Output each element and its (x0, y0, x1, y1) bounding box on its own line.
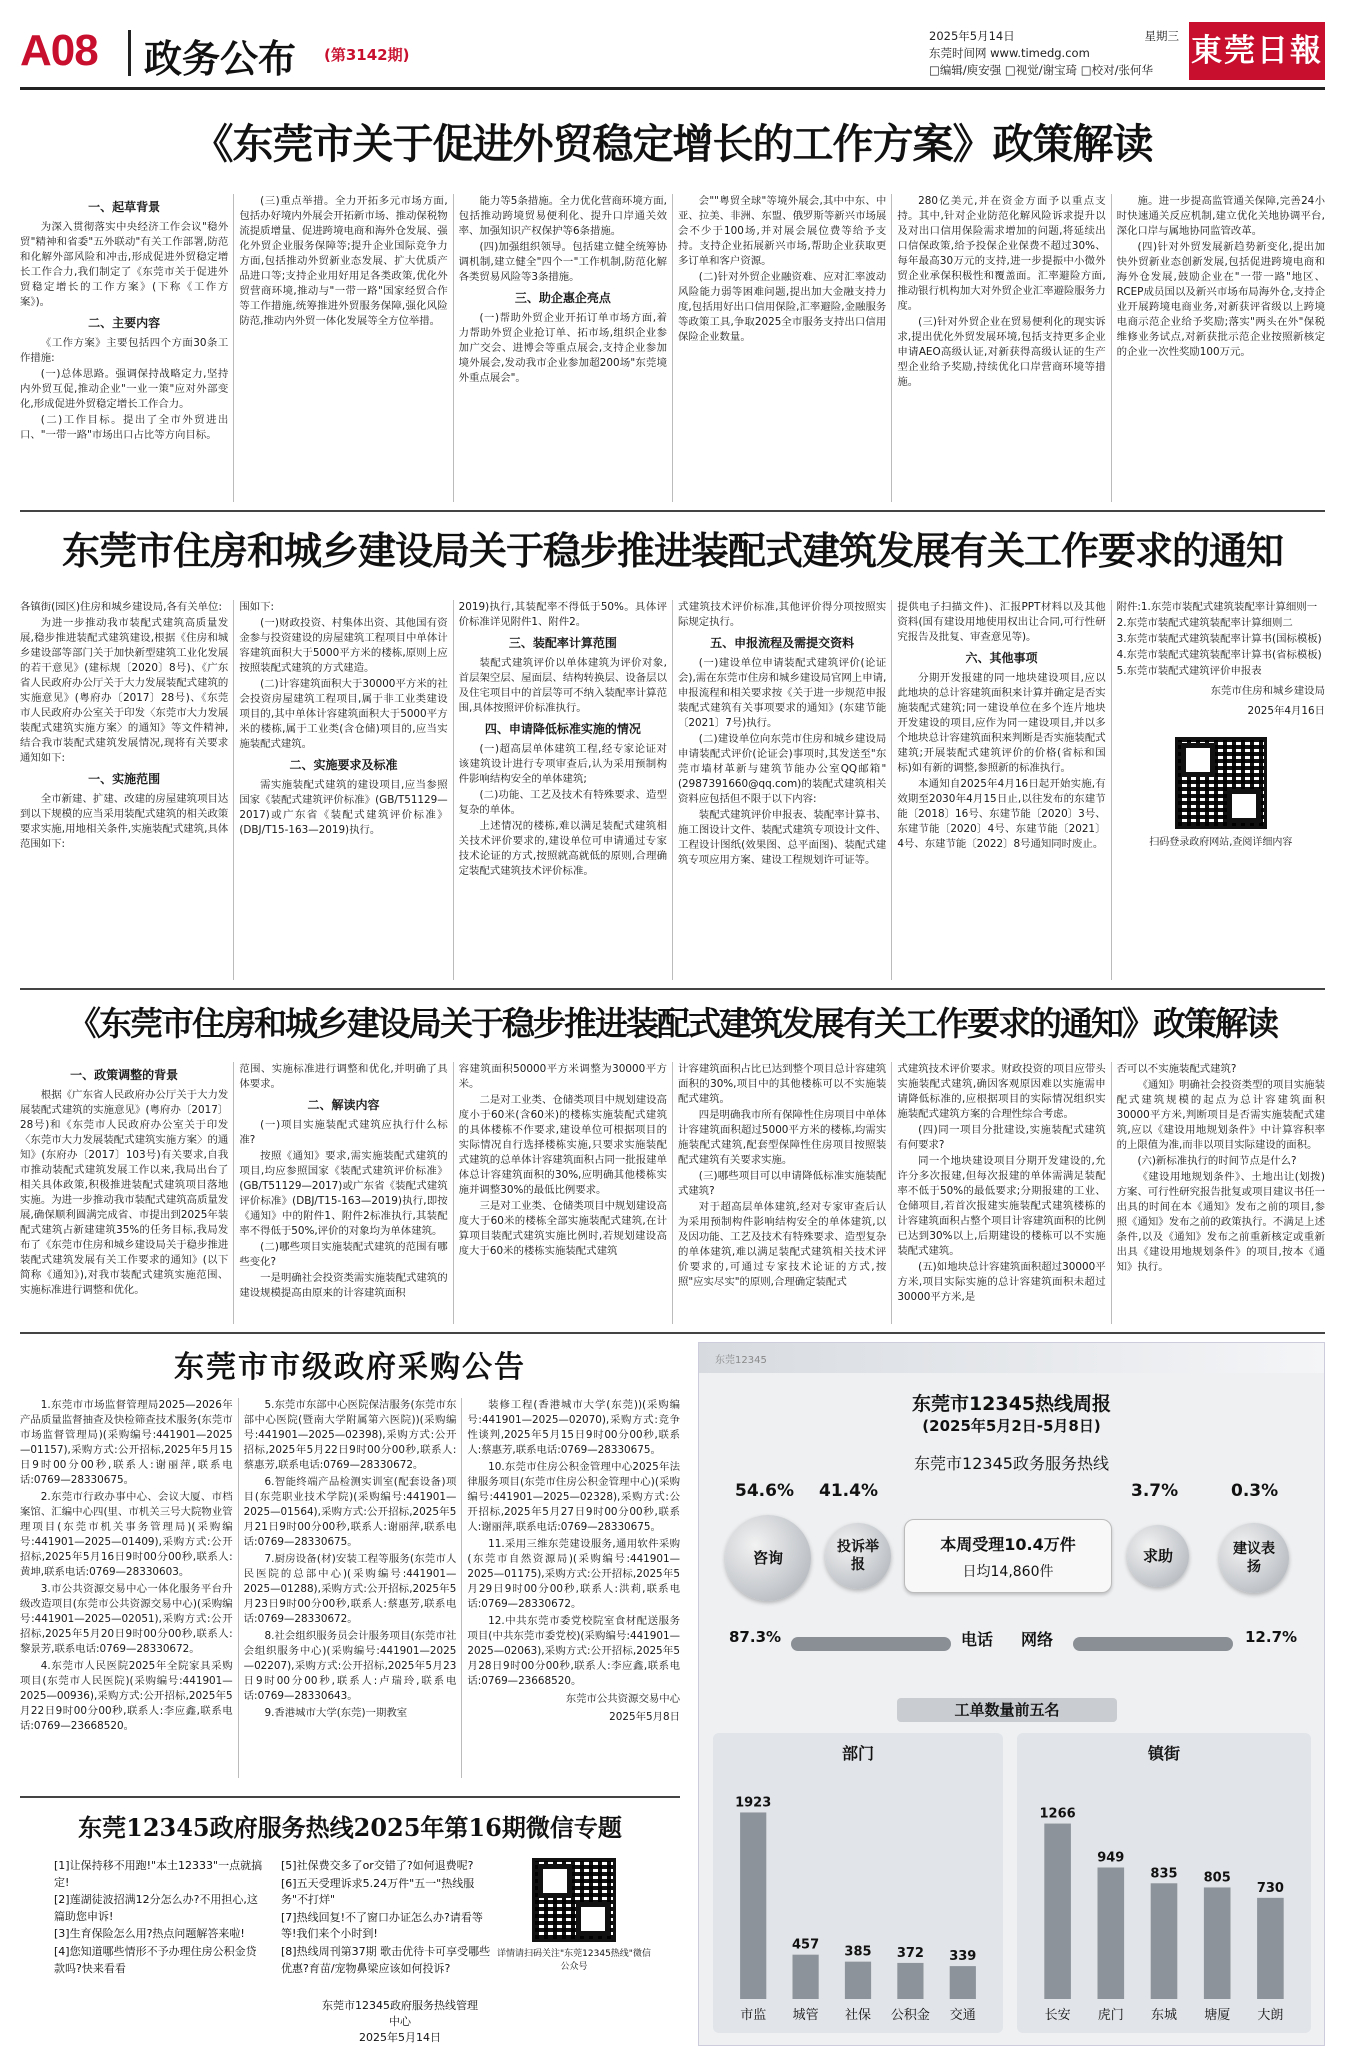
procurement-item: 3.市公共资源交易中心一体化服务平台升级改造项目(东莞市公共资源交易中心)(采购编号:441901—2025—02051),采购方式:公开招标,2025年5月20日9时00分00秒,联系人:黎景芳,联系电话:0769—28330672。 (20, 1583, 233, 1655)
masthead-info (929, 28, 1179, 79)
section-heading: 一、起草背景 (88, 200, 161, 214)
hotline-banner (699, 1343, 1324, 1373)
bar-2 (1098, 1867, 1125, 1999)
department-chart-title: 部门 (841, 1744, 874, 1763)
bar-value-label: 835 (1150, 1866, 1178, 1882)
procurement-column (238, 1398, 462, 1778)
paragraph: 围如下: (239, 601, 275, 613)
procurement-column (20, 1398, 238, 1778)
paragraph: 否可以不实施装配式建筑? (1116, 1063, 1237, 1075)
signature-line: 东莞市住房和城乡建设局 (1210, 685, 1325, 697)
suggest-percentage: 0.3% (1231, 1481, 1279, 1501)
text-column (1111, 1062, 1325, 1324)
newspaper-logo: 東莞日報 (1189, 22, 1325, 80)
bar-category-label: 市监 (740, 2008, 767, 2023)
wechat-qr-block (494, 1854, 654, 1974)
paragraph: (四)同一项目分批建设,实施装配式建筑有何要求? (897, 1124, 1106, 1151)
hotline-date-range: (2025年5月2日-5月8日) (922, 1417, 1101, 1435)
bar-category-label: 长安 (1044, 2008, 1071, 2023)
paragraph: 装配式建筑评价以单体建筑为评价对象,首层架空层、屋面层、结构转换层、设备层以及住宅项目中的首层等可不纳入装配率计算范围,具体按照评价标准执行。 (458, 657, 667, 714)
paragraph: 需实施装配式建筑的建设项目,应当参照国家《装配式建筑评价标准》(GB/T51129—2017)或广东省《装配式建筑评价标准》(DBJ/T15-163—2019)执行。 (239, 779, 448, 836)
section-heading: 一、实施范围 (88, 772, 161, 786)
paragraph: 分期开发报建的同一地块建设项目,应以此地块的总计容建筑面积来计算并确定是否实施装配式建筑;同一建设单位在多个连片地块开发建设的项目,应作为同一建设项目,并以多个地块总计容建筑面积来判断是否实施装配式建筑;开展装配式建筑评价的价格(省标和国标)如有新的调整,参照新的标准执行。 (897, 672, 1106, 774)
paragraph: 4.东莞市装配式建筑装配率计算书(省标模板) (1116, 649, 1322, 661)
help-percentage: 3.7% (1131, 1481, 1179, 1501)
article-headline: 东莞市住房和城乡建设局关于稳步推进装配式建筑发展有关工作要求的通知 (61, 528, 1283, 573)
paragraph: (三)重点举措。全力开拓多元市场方面,包括办好境内外展会开拓新市场、推动保税物流提质增量、促进跨境电商和海外仓发展、强化外贸企业服务保障等;提升企业国际竞争力方面,包括推动外贸新业态发展、扩大优质产品进口等;支持企业用好用足各类政策,优化外贸营商环境,推动与"一带一路"国家经贸合作等工作措施,统筹推进外贸服务保障,强化风险防范,推动内外贸一体化发展等全方位举措。 (239, 195, 448, 327)
procurement-item: 1.东莞市市场监督管理局2025—2026年产品质量监督抽查及快检筛查技术服务(东莞市市场监督管理局)(采购编号:441901—2025—01157),采购方式:公开招标,2025年5月15日9时00分00秒,联系人:谢丽萍,联系电话:0769—28330675。 (20, 1399, 233, 1486)
paragraph: 施。进一步提高监管通关保障,完善24小时快速通关反应机制,建立优化关地协调平台,深化口岸与属地协同监管改革。 (1116, 195, 1325, 237)
section-heading: 二、实施要求及标准 (289, 758, 398, 772)
paragraph: (四)针对外贸发展新趋势新变化,提出加快外贸新业态创新发展,包括促进跨境电商和海外仓发展,鼓励企业在"一带一路"地区、RCEP成员国以及新兴市场布局海外仓,支持企业开展跨境电商业务,对新获评省级以上跨境电商示范企业给予奖励;落实"两头在外"保税维修业务试点,对新获批示范企业按照新核定的企业一次性奖励100万元。 (1116, 241, 1325, 358)
paragraph: (一)建设单位申请装配式建筑评价(论证会),需在东莞市住房和城乡建设局官网上申请,申报流程和相关要求按《关于进一步规范申报装配式建筑有关事项要求的通知》(东建节能〔2021〕7号)执行。 (677, 657, 887, 729)
section-heading: 二、主要内容 (88, 316, 161, 330)
phone-percentage: 87.3% (729, 1628, 782, 1646)
wechat-topic-item[interactable]: [4]您知道哪些情形不予办理住房公积金贷款吗?快来看看 (54, 1944, 257, 1975)
paragraph: (一)超高层单体建筑工程,经专家论证对该建筑设计进行专项审查后,认为采用预制构件影响结构安全的单体建筑; (458, 743, 667, 785)
paragraph: 全市新建、扩建、改建的房屋建筑项目达到以下规模的应当采用装配式建筑的相关政策要求实施,用地相关条件,实施装配式建筑,具体范围如下: (20, 793, 229, 850)
bar-1 (740, 1812, 766, 1999)
section-heading: 四、申请降低标准实施的情况 (484, 722, 641, 736)
help-bubble (1127, 1525, 1189, 1587)
wechat-topic (20, 1796, 680, 2046)
text-column (20, 600, 233, 980)
procurement-item: 8.社会组织服务员会计服务项目(东莞市社会组织服务中心)(采购编号:441901—2025—02207),采购方式:公开招标,2025年5月23日9时00分00秒,联系人:卢瑞玲,联系电话:0769—28330643。 (243, 1630, 457, 1702)
text-column (453, 600, 672, 980)
procurement-item: 10.东莞市住房公积金管理中心2025年法律服务项目(东莞市住房公积金管理中心)(采购编号:441901—2025—02328),采购方式:公开招标,2025年5月27日9时00分00秒,联系人:谢丽萍,联系电话:0769—28330675。 (467, 1461, 681, 1533)
paragraph: (二)针对外贸企业融资难、应对汇率波动风险能力弱等困难问题,提出加大金融支持力度,包括用好出口信用保险,汇率避险,金融服务等政策工具,争取2025全市服务支持出口信用保险企业数量。 (677, 271, 887, 343)
wechat-signature (320, 1998, 480, 2046)
web-percentage: 12.7% (1245, 1628, 1298, 1646)
hotline-weekly-report (698, 1342, 1325, 2046)
procurement-item: 4.东莞市人民医院2025年全院家具采购项目(东莞市人民医院)(采购编号:441901—2025—00936),采购方式:公开招标,2025年5月22日9时00分00秒,联系人:李应鑫,联系电话:0769—23668520。 (20, 1660, 233, 1732)
paragraph: 装配式建筑评价申报表、装配率计算书、施工图设计文件、装配式建筑专项设计文件、工程设计图纸(效果图、总平面图)、装配式建筑专项应用方案、建设工程规划许可证等。 (677, 809, 887, 866)
bar-1 (1044, 1824, 1071, 1999)
issue-weekday: 星期三 (1144, 29, 1179, 43)
section-divider (20, 988, 1325, 990)
masthead-divider (128, 30, 131, 76)
bar-value-label: 1266 (1039, 1806, 1076, 1822)
paragraph: 3.东莞市装配式建筑装配率计算书(国标模板) (1116, 633, 1322, 645)
text-column (672, 1062, 891, 1324)
bar-category-label: 东城 (1150, 2008, 1178, 2023)
bar-4 (1204, 1887, 1231, 1999)
paragraph: 四是明确我市所有保障性住房项目中单体计容建筑面积超过5000平方米的楼栋,均需实施装配式建筑,配套型保障性住房项目按照装配式建筑有关要求实施。 (677, 1109, 887, 1166)
text-column (672, 600, 891, 980)
paragraph: 式建筑技术评价要求。财政投资的项目应带头实施装配式建筑,确因客观原因难以实施需申请降低标准的,应根据项目的实际情况组织实施装配式建筑方案的合理性综合考虑。 (897, 1063, 1106, 1120)
bar-value-label: 339 (949, 1949, 977, 1965)
procurement-item: 5.东莞市东部中心医院保洁服务(东莞市东部中心医院(暨南大学附属第六医院))(采购编号:441901—2025—02398),采购方式:公开招标,2025年5月22日9时00分00秒,联系人:蔡惠芳,联系电话:0769—28330672。 (243, 1399, 457, 1471)
article-trade-policy (20, 112, 1325, 504)
procurement-column (461, 1398, 680, 1778)
phone-label: 电话 (961, 1630, 994, 1649)
daily-average: 日均14,860件 (962, 1564, 1054, 1580)
procurement-notice (20, 1342, 680, 1778)
web-share-bar (1073, 1637, 1233, 1651)
section-heading: 三、装配率计算范围 (508, 636, 617, 650)
department-bar-chart (713, 1733, 1003, 2033)
paragraph: 附件:1.东莞市装配式建筑装配率计算细则一 (1116, 601, 1318, 613)
paragraph: 提供电子扫描文件)、汇报PPT材料以及其他资料(国有建设用地使用权出让合同,可行性研究报告及批复、审查意见等)。 (897, 601, 1106, 643)
help-label: 求助 (1142, 1547, 1173, 1565)
section-divider (20, 510, 1325, 512)
paragraph: (一)总体思路。强调保持战略定力,坚持内外贸互促,推动企业"一业一策"应对外部变化,形成促进外贸稳定增长工作合力。 (20, 368, 229, 410)
hotline-logo: 东莞12345 (715, 1355, 767, 1366)
procurement-body (20, 1398, 680, 1778)
paragraph: (六)新标准执行的时间节点是什么? (1137, 1155, 1297, 1167)
text-column (1111, 600, 1325, 980)
paragraph: (一)项目实施装配式建筑应执行什么标准? (239, 1119, 448, 1146)
wechat-topic-item[interactable]: [7]热线回复!不了窗口办证怎么办?请看等等!我们来个小时到! (281, 1910, 483, 1941)
paragraph: 式建筑技术评价标准,其他评价得分项按照实际规定执行。 (677, 601, 887, 628)
paragraph: (一)财政投资、村集体出资、其他国有资金参与投资建设的房屋建筑工程项目中单体计容建筑面积大于5000平方米的楼栋,原则上应按照装配式建筑的方式建造。 (239, 617, 448, 674)
bar-value-label: 949 (1097, 1850, 1125, 1866)
procurement-item: 11.采用三维东莞建设服务,通用软件采购(东莞市自然资源局)(采购编号:441901—2025—01175),采购方式:公开招标,2025年5月29日9时00分00秒,联系人:洪莉,联系电话:0769—28330672。 (467, 1538, 681, 1610)
town-chart-title: 镇街 (1147, 1744, 1180, 1763)
consult-bubble (725, 1515, 811, 1601)
bar-5 (950, 1966, 976, 1999)
text-column (20, 194, 233, 502)
paragraph: 容建筑面积50000平方米调整为30000平方米。 (458, 1063, 667, 1090)
paragraph: 按照《通知》要求,需实施装配式建筑的项目,均应参照国家《装配式建筑评价标准》(GB/T51129—2017)或广东省《装配式建筑评价标准》(DBJ/T15-163—2019)执行,即按《通知》中的附件1、附件2标准执行,其装配率不得低于50%,评价的对象均为单体建筑。 (239, 1150, 448, 1237)
paragraph: 上述情况的楼栋,难以满足装配式建筑相关技术评价要求的,建设单位可申请通过专家技术论证的方式,按照就高就低的原则,合理确定装配式建筑技术评价标准。 (458, 820, 667, 877)
paragraph: (二)建设单位向东莞市住房和城乡建设局申请装配式评价(论证会)事项时,其发送至"东莞市墙材革新与建筑节能办公室QQ邮箱"(2987391660@qq.com)的装配式建筑相关资料应包括但不限于以下内容: (677, 733, 887, 805)
bar-value-label: 805 (1203, 1870, 1231, 1886)
paragraph: 二是对工业类、仓储类项目中规划建设高度小于60米(含60米)的楼栋实施装配式建筑的具体楼栋不作要求,建设单位可根据项目的实际情况自行选择楼栋实施,只要求实施装配式建筑的总单体计容建筑面积占同一批报建单体总计容建筑面积的30%,应明确其他楼栋实施并调整30%的最低比例要求。 (458, 1094, 667, 1196)
procurement-item: 装修工程(香港城市大学(东莞))(采购编号:441901—2025—02070),采购方式:竞争性谈判,2025年5月15日9时00分00秒,联系人:蔡惠芳,联系电话:0769—28330675。 (467, 1399, 681, 1456)
phone-share-bar (791, 1637, 951, 1651)
editor-credits: □编辑/庾安强 □视觉/谢宝琦 □校对/张何华 (929, 63, 1154, 77)
text-column (453, 1062, 672, 1324)
procurement-item: 9.香港城市大学(东莞)一期教室 (264, 1707, 408, 1719)
text-column (891, 194, 1110, 502)
procurement-item: 6.智能终端产品检测实训室(配套设备)项目(东莞职业技术学院)(采购编号:441901—2025—01564),采购方式:公开招标,2025年5月21日9时00分00秒,联系人:谢丽萍,联系电话:0769—28330675。 (243, 1476, 457, 1548)
bar-value-label: 457 (792, 1937, 820, 1953)
bar-category-label: 公积金 (890, 2008, 930, 2023)
paragraph: (四)加强组织领导。包括建立健全统筹协调机制,建立健全"四个一"工作机制,防范化解各类贸易风险等3条措施。 (458, 241, 667, 283)
bar-2 (793, 1955, 819, 1999)
section-heading: 六、其他事项 (965, 651, 1038, 665)
page-number: A08 (20, 26, 98, 75)
wechat-topic-item[interactable]: [6]五天受理诉求5.24万件"五一"热线服务"不打烊" (281, 1876, 475, 1907)
article-body (20, 600, 1325, 980)
paragraph: 本通知自2025年4月16日起开始实施,有效期至2030年4月15日止,以往发布的东建节能〔2018〕16号、东建节能〔2020〕3号、东建节能〔2020〕4号、东建节能〔2021〕4号、东建节能〔2022〕8号通知同时废止。 (897, 778, 1106, 850)
text-column (233, 1062, 452, 1324)
signature-line: 2025年4月16日 (1247, 705, 1325, 717)
masthead (20, 18, 1325, 90)
web-label: 网络 (1021, 1630, 1054, 1649)
text-column (672, 194, 891, 502)
section-heading: 五、申报流程及需提交资料 (710, 636, 855, 650)
signature-date: 2025年5月14日 (359, 2031, 441, 2044)
paragraph: 为进一步推动我市装配式建筑高质量发展,稳步推进装配式建筑建设,根据《住房和城乡建设部等部门关于加快新型建筑工业化发展的若干意见》(建标规〔2020〕8号)、《广东省人民政府办公厅关于大力发展装配式建筑的实施意见》(粤府办〔2017〕28号)、《东莞市人民政府办公室关于印发〈东莞市大力发展装配式建筑实施方案〉的通知》等文件精神,结合我市装配式建筑发展情况,现将有关要求通知如下: (20, 617, 229, 764)
bar-category-label: 虎门 (1097, 2008, 1124, 2023)
paragraph: 2019)执行,其装配率不得低于50%。具体评价标准详见附件1、附件2。 (458, 601, 667, 628)
text-column (891, 600, 1110, 980)
procurement-sig-date: 2025年5月8日 (609, 1711, 681, 1723)
paragraph: 三是对工业类、仓储类项目中规划建设高度大于60米的楼栋全部实施装配式建筑,在计算项目装配式建筑实施比例时,若规划建设高度大于60米的楼栋实施装配式建筑 (458, 1200, 667, 1257)
article-prefab-notice (20, 520, 1325, 982)
complaint-bubble (825, 1523, 891, 1589)
hotline-title: 东莞市12345热线周报 (911, 1393, 1112, 1415)
qr-code[interactable] (1175, 737, 1267, 829)
text-column (1111, 194, 1325, 502)
complaint-label: 投诉举报 (837, 1539, 879, 1573)
paragraph: (三)针对外贸企业在贸易便利化的现实诉求,提出优化外贸发展环境,包括支持更多企业申请AEO高级认证,对新获得高级认证的生产型企业给予奖励,持续优化口岸营商环境等措施。 (897, 316, 1106, 388)
paragraph: 《工作方案》主要包括四个方面30条工作措施: (20, 337, 229, 364)
wechat-topic-title: 东莞12345政府服务热线2025年第16期微信专题 (78, 1813, 622, 1842)
section-title: 政务公布 (144, 37, 297, 81)
issue-number: (第3142期) (324, 46, 410, 64)
website-link[interactable]: 东莞时间网 www.timedg.com (929, 46, 1090, 60)
bar-category-label: 交通 (949, 2008, 976, 2023)
paragraph: 280亿美元,并在资金方面予以重点支持。其中,针对企业防范化解风险诉求提升以及对出口信用保险需求增加的问题,将延续出口信保政策,给予投保企业保费不超过30%、每年最高30万元的支持,进一步提振中小微外贸企业承保积极性和覆盖面。汇率避险方面,推动银行机构加大对外贸企业汇率避险服务力度。 (897, 195, 1106, 312)
text-column (233, 600, 452, 980)
bar-category-label: 大朗 (1257, 2008, 1284, 2023)
paragraph: (一)帮助外贸企业开拓订单市场方面,着力帮助外贸企业抢订单、拓市场,组织企业参加广交会、进博会等重点展会,支持企业参加境外展会,发动我市企业参加超200场"东莞境外重点展会"。 (458, 312, 667, 384)
text-column (891, 1062, 1110, 1324)
section-heading: 三、助企惠企亮点 (514, 291, 611, 305)
paragraph: 5.东莞市装配式建筑评价申报表 (1116, 665, 1262, 677)
paragraph: 对于超高层单体建筑,经对专家审查后认为采用预制构件影响结构安全的单体建筑,以及因功能、工艺及技术有特殊要求、造型复杂的单体建筑,难以满足装配式建筑相关技术评价要求的,可通过专家技术论证的方式,按照"应实尽实"的原则,合理确定装配式 (677, 1201, 887, 1288)
wechat-topic-item[interactable]: [3]生育保险怎么用?热点问题解答来啦! (54, 1927, 245, 1941)
town-bar-chart (1017, 1733, 1311, 2033)
paragraph: 会""粤贸全球"等境外展会,其中中东、中亚、拉美、非洲、东盟、俄罗斯等新兴市场展会不少于100场,并对展会展位费等给予支持。支持企业拓展新兴市场,帮助企业获取更多订单和客户资源。 (677, 195, 887, 267)
procurement-item: 12.中共东莞市委党校院室食材配送服务项目(中共东莞市委党校)(采购编号:441901—2025—02063),采购方式:公开招标,2025年5月28日9时00分00秒,联系人:李应鑫,联系电话:0769—23668520。 (467, 1615, 681, 1687)
weekly-total: 本周受理10.4万件 (940, 1535, 1076, 1554)
qr-code[interactable] (532, 1858, 616, 1942)
bar-value-label: 730 (1256, 1880, 1284, 1896)
bar-category-label: 社保 (844, 2008, 872, 2023)
section-heading: 一、政策调整的背景 (70, 1068, 179, 1082)
bar-3 (845, 1962, 871, 1999)
text-column (20, 1062, 233, 1324)
section-heading: 二、解读内容 (307, 1098, 380, 1112)
bar-value-label: 372 (896, 1945, 924, 1961)
bar-value-label: 385 (844, 1944, 872, 1960)
wechat-topic-list (54, 1858, 494, 1978)
paragraph: 范围、实施标准进行调整和优化,并明确了具体要求。 (239, 1063, 448, 1090)
wechat-topic-item[interactable]: [2]莲湖徒波招满12分怎么办?不用担心,这篇助您申诉! (54, 1893, 258, 1923)
article-body (20, 1062, 1325, 1324)
paragraph: 能力等5条措施。全力优化营商环境方面,包括推动跨境贸易便利化、提升口岸通关效率、加强知识产权保护等6条措施。 (458, 195, 667, 237)
bar-category-label: 塘厦 (1204, 2008, 1231, 2023)
paragraph: 《通知》明确社会投资类型的项目实施装配式建筑规模的起点为总计容建筑面积30000平方米,判断项目是否需实施装配式建筑,应以《建设用地规划条件》中计算容积率的上限值为准,而非以项目实际建设的面积。 (1116, 1079, 1325, 1151)
paragraph: (二)工作目标。提出了全市外贸进出口、"一带一路"市场出口占比等方向目标。 (20, 414, 229, 441)
paragraph: 为深入贯彻落实中央经济工作会议"稳外贸"精神和省委"五外联动"有关工作部署,防范和化解外部风险和冲击,形成促进外贸稳定增长工作合力,我们制定了《东莞市关于促进外贸稳定增长的工作方案》(下称《工作方案》)。 (20, 221, 229, 308)
suggest-label: 建议表扬 (1233, 1541, 1275, 1575)
consult-label: 咨询 (752, 1549, 783, 1567)
bar-category-label: 城管 (792, 2008, 819, 2023)
procurement-item: 2.东莞市行政办事中心、会议大厦、市档案馆、汇编中心四(里、市机关三号大院物业管理项目(东莞市机关事务管理局)(采购编号:441901—2025—01409),采购方式:公开招标,2025年5月16日9时00分00秒,联系人:黄坤,联系电话:0769—28330603。 (20, 1491, 233, 1578)
bar-3 (1151, 1883, 1178, 1999)
issue-date: 2025年5月14日 (929, 29, 1015, 43)
paragraph: (二)计容建筑面积大于30000平方米的社会投资房屋建筑工程项目,属于非工业类建设项目的,其中单体计容建筑面积大于5000平方米的楼栋,属于工业类(含仓储)项目的,应当实施装配式建筑。 (239, 678, 448, 750)
paragraph: 一是明确社会投资类需实施装配式建筑的建设规模提高由原来的计容建筑面积 (239, 1272, 448, 1299)
department-panel (713, 1733, 1003, 2033)
bar-value-label: 1923 (735, 1795, 772, 1811)
wechat-topic-item[interactable]: [8]热线周刊第37期 歌击优待卡可享受哪些优惠?育苗/宠物鼻梁应该如何投诉? (281, 1944, 491, 1975)
bar-4 (897, 1963, 923, 1999)
procurement-item: 7.厨房设备(材)安装工程等服务(东莞市人民医院的总部中心)(采购编号:441901—2025—01288),采购方式:公开招标,2025年5月23日9时00分00秒,联系人:蔡惠芳,联系电话:0769—28330672。 (243, 1553, 457, 1625)
text-column (453, 194, 672, 502)
paragraph: (五)如地块总计容建筑面积超过30000平方米,项目实际实施的总计容建筑面积未超过30000平方米,是 (897, 1261, 1106, 1303)
article-body (20, 194, 1325, 502)
top5-title: 工单数量前五名 (897, 1698, 1117, 1722)
article-prefab-interpretation (20, 996, 1325, 1326)
qr-caption: 扫码登录政府网站,查阅详细内容 (1149, 837, 1293, 848)
consult-percentage: 54.6% (735, 1481, 794, 1501)
paragraph: 同一个地块建设项目分期开发建设的,允许分多次报建,但每次报建的单体需满足装配率不低于50%的最低要求;分期报建的工业、仓储项目,若首次报建实施装配式建筑楼栋的计容建筑面积占整个项目计容建筑面积的比例已达到30%以上,后期建设的楼栋可以不实施装配式建筑。 (897, 1155, 1106, 1257)
signature-org: 东莞市12345政府服务热线管理中心 (322, 1999, 478, 2028)
paragraph: 计容建筑面积占比已达到整个项目总计容建筑面积的30%,项目中的其他楼栋可以不实施装配式建筑。 (677, 1063, 887, 1105)
wechat-topic-item[interactable]: [5]社保费交多了or交错了?如何退费呢? (281, 1859, 474, 1872)
hotline-subtitle: 东莞市12345政务服务热线 (914, 1454, 1109, 1473)
paragraph: (三)哪些项目可以申请降低标准实施装配式建筑? (677, 1170, 887, 1197)
weekly-total-box (904, 1519, 1112, 1593)
bar-5 (1257, 1898, 1284, 1999)
procurement-signature: 东莞市公共资源交易中心 (565, 1693, 681, 1705)
paragraph: 根据《广东省人民政府办公厅关于大力发展装配式建筑的实施意见》(粤府办〔2017〕28号)和《东莞市人民政府办公室关于印发〈东莞市大力发展装配式建筑实施方案〉的通知》(东府办〔2017〕103号)有关要求,自我市推动装配式建筑发展工作以来,我局出台了相关具体政策,积极推进装配式建筑项目落地实施。为进一步推动我市装配式建筑高质量发展,确保顺利圆满完成省、市提出到2025年装配式建筑占新建建筑35%的任务目标,我局发布了《东莞市住房和城乡建设局关于稳步推进装配式建筑发展有关工作要求的通知》(以下简称《通知》),对我市装配式建筑实施范围、实施标准进行调整和优化。 (20, 1089, 229, 1296)
paragraph: 各镇街(园区)住房和城乡建设局,各有关单位: (20, 601, 222, 613)
article-headline: 《东莞市住房和城乡建设局关于稳步推进装配式建筑发展有关工作要求的通知》政策解读 (68, 1004, 1277, 1043)
town-panel (1017, 1733, 1311, 2033)
suggest-bubble (1219, 1523, 1289, 1593)
paragraph: 《建设用地规划条件》、土地出让(划拨)方案、可行性研究报告批复或项目建议书任一出具的时间在本《通知》发布之前的项目,参照《通知》发布之前的政策执行。不满足上述条件,以及《通知》发布之前重新核定或重新出具《建设用地规划条件》的项目,按本《通知》执行。 (1116, 1171, 1325, 1273)
paragraph: (二)哪些项目实施装配式建筑的范围有哪些变化? (239, 1241, 448, 1268)
article-headline: 《东莞市关于促进外贸稳定增长的工作方案》政策解读 (192, 120, 1153, 168)
paragraph: (二)功能、工艺及技术有特殊要求、造型复杂的单体。 (458, 789, 667, 816)
wechat-topic-item[interactable]: [1]让保持移不用跑!"本土12333"一点就搞定! (54, 1859, 263, 1889)
complaint-percentage: 41.4% (819, 1481, 878, 1501)
qr-caption: 详情请扫码关注"东莞12345热线"微信公众号 (497, 1949, 651, 1972)
procurement-title: 东莞市市级政府采购公告 (174, 1350, 526, 1385)
paragraph: 2.东莞市装配式建筑装配率计算细则二 (1116, 617, 1293, 629)
text-column (233, 194, 452, 502)
section-divider (20, 1332, 1325, 1334)
